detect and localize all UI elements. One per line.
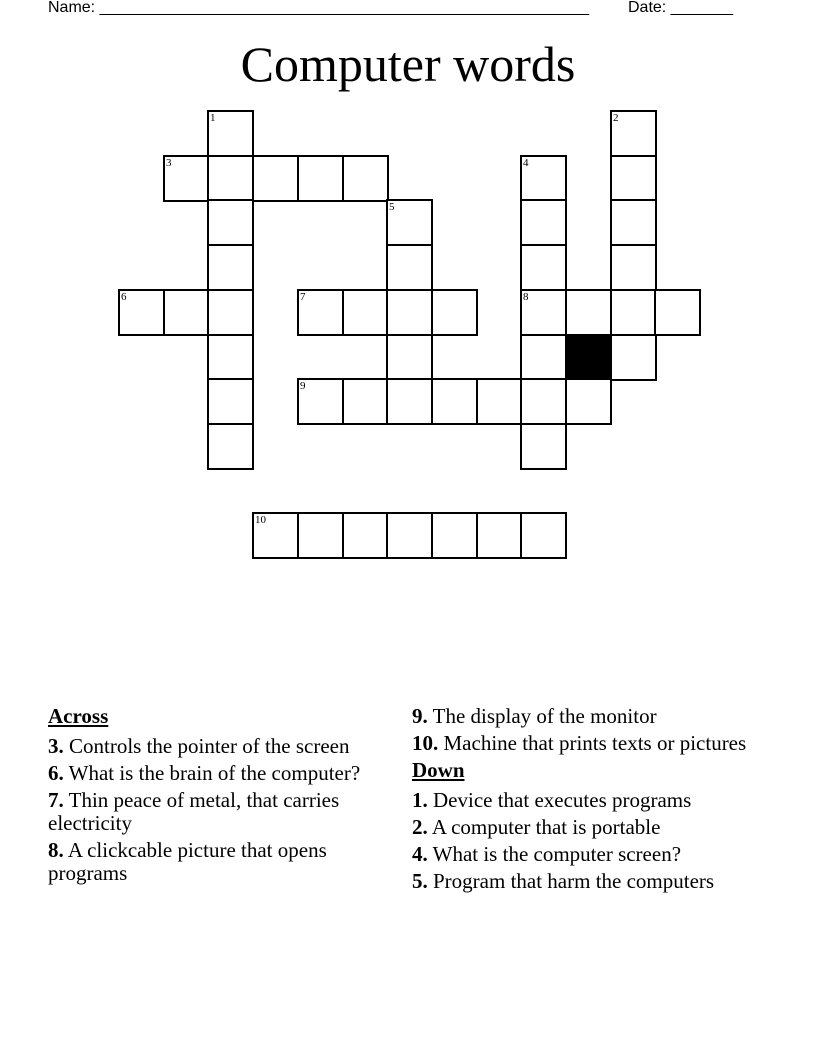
clue-text: Program that harm the computers bbox=[433, 869, 715, 893]
cell-number: 5 bbox=[389, 201, 395, 213]
crossword-cell[interactable] bbox=[610, 110, 657, 157]
crossword-cell[interactable] bbox=[207, 378, 254, 425]
crossword-cell[interactable] bbox=[207, 334, 254, 381]
crossword-cell[interactable] bbox=[610, 199, 657, 246]
clue-across-6 bbox=[48, 762, 383, 785]
crossword-cell[interactable] bbox=[386, 512, 433, 559]
crossword-cell[interactable] bbox=[520, 199, 567, 246]
crossword-cell[interactable] bbox=[342, 378, 389, 425]
clue-text: What is the computer screen? bbox=[432, 842, 682, 866]
clue-number: 3. bbox=[48, 734, 64, 758]
clue-down-1 bbox=[412, 789, 752, 812]
crossword-cell[interactable] bbox=[520, 155, 567, 202]
page-title: Computer words bbox=[240, 36, 576, 92]
crossword-cell[interactable] bbox=[610, 155, 657, 202]
cell-number: 4 bbox=[523, 157, 529, 169]
crossword-cell[interactable] bbox=[431, 512, 478, 559]
crossword-cell[interactable] bbox=[520, 423, 567, 470]
crossword-cell[interactable] bbox=[610, 289, 657, 336]
clue-number: 8. bbox=[48, 838, 64, 862]
clue-text: Controls the pointer of the screen bbox=[69, 734, 350, 758]
clues-column-left bbox=[48, 705, 383, 889]
clue-text: Thin peace of metal, that carries electricity bbox=[48, 788, 340, 835]
cell-number: 6 bbox=[121, 291, 127, 303]
crossword-cell[interactable] bbox=[207, 199, 254, 246]
clue-text: Device that executes programs bbox=[433, 788, 692, 812]
crossword-cell[interactable] bbox=[610, 334, 657, 381]
clue-text: What is the brain of the computer? bbox=[68, 761, 361, 785]
cell-number: 10 bbox=[255, 514, 266, 526]
crossword-cell[interactable] bbox=[565, 378, 612, 425]
crossword-cell[interactable] bbox=[431, 289, 478, 336]
crossword-cell[interactable] bbox=[297, 512, 344, 559]
crossword-cell[interactable] bbox=[207, 155, 254, 202]
crossword-cell[interactable] bbox=[476, 378, 523, 425]
crossword-cell[interactable] bbox=[252, 155, 299, 202]
crossword-cell[interactable] bbox=[386, 378, 433, 425]
cell-number: 7 bbox=[300, 291, 306, 303]
crossword-cell[interactable] bbox=[163, 289, 210, 336]
crossword-cell[interactable] bbox=[163, 155, 210, 202]
clue-text: Machine that prints texts or pictures bbox=[443, 731, 747, 755]
clue-text: A computer that is portable bbox=[431, 815, 661, 839]
crossword-cell[interactable] bbox=[386, 334, 433, 381]
clue-number: 10. bbox=[412, 731, 439, 755]
cell-number: 2 bbox=[613, 112, 619, 124]
clue-down-5 bbox=[412, 870, 752, 893]
crossword-cell[interactable] bbox=[207, 244, 254, 291]
clue-text: The display of the monitor bbox=[432, 704, 657, 728]
crossword-cell[interactable] bbox=[207, 423, 254, 470]
crossword-cell[interactable] bbox=[520, 378, 567, 425]
crossword-cell[interactable] bbox=[610, 244, 657, 291]
clue-across-8 bbox=[48, 839, 383, 885]
date-field[interactable]: Date: _______ bbox=[628, 0, 733, 16]
across-heading: Across bbox=[48, 704, 109, 728]
crossword-cell[interactable] bbox=[207, 289, 254, 336]
crossword-cell[interactable] bbox=[297, 378, 344, 425]
crossword-cell[interactable] bbox=[431, 378, 478, 425]
clue-across-9 bbox=[412, 705, 752, 728]
clue-number: 5. bbox=[412, 869, 428, 893]
crossword-cell[interactable] bbox=[386, 244, 433, 291]
cell-number: 9 bbox=[300, 380, 306, 392]
down-heading: Down bbox=[412, 758, 465, 782]
cell-number: 8 bbox=[523, 291, 529, 303]
clue-across-10 bbox=[412, 732, 752, 755]
clue-text: A clickcable picture that opens programs bbox=[48, 838, 327, 885]
crossword-cell[interactable] bbox=[297, 155, 344, 202]
crossword-blocked-cell bbox=[565, 334, 612, 381]
crossword-cell[interactable] bbox=[565, 289, 612, 336]
crossword-cell[interactable] bbox=[252, 512, 299, 559]
name-field[interactable]: Name: _______________________________________________________ bbox=[48, 0, 589, 16]
clue-number: 4. bbox=[412, 842, 428, 866]
crossword-cell[interactable] bbox=[118, 289, 165, 336]
cell-number: 3 bbox=[166, 157, 172, 169]
crossword-cell[interactable] bbox=[520, 289, 567, 336]
crossword-cell[interactable] bbox=[342, 512, 389, 559]
clue-down-4 bbox=[412, 843, 752, 866]
cell-number: 1 bbox=[210, 112, 216, 124]
crossword-cell[interactable] bbox=[654, 289, 701, 336]
crossword-cell[interactable] bbox=[520, 512, 567, 559]
crossword-cell[interactable] bbox=[207, 110, 254, 157]
clue-number: 1. bbox=[412, 788, 428, 812]
clue-across-7 bbox=[48, 789, 383, 835]
clue-number: 7. bbox=[48, 788, 64, 812]
crossword-cell[interactable] bbox=[520, 334, 567, 381]
crossword-cell[interactable] bbox=[297, 289, 344, 336]
crossword-cell[interactable] bbox=[476, 512, 523, 559]
clue-across-3 bbox=[48, 735, 383, 758]
crossword-cell[interactable] bbox=[386, 199, 433, 246]
crossword-cell[interactable] bbox=[342, 155, 389, 202]
clue-number: 2. bbox=[412, 815, 428, 839]
crossword-cell[interactable] bbox=[520, 244, 567, 291]
crossword-cell[interactable] bbox=[386, 289, 433, 336]
clues-column-right bbox=[412, 705, 752, 897]
crossword-cell[interactable] bbox=[342, 289, 389, 336]
clue-number: 9. bbox=[412, 704, 428, 728]
clue-number: 6. bbox=[48, 761, 64, 785]
clue-down-2 bbox=[412, 816, 752, 839]
